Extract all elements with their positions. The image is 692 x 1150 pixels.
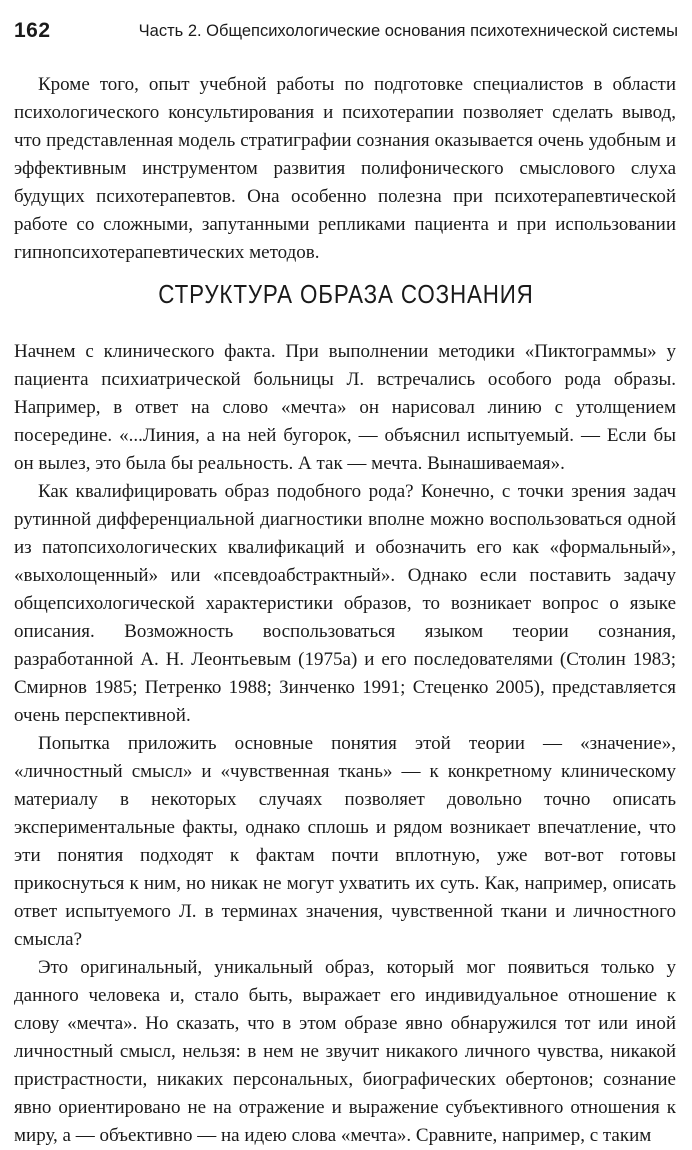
running-head: Часть 2. Общепсихологические основания психотехнической системы [138,21,678,40]
paragraph: Попытка приложить основные понятия этой теории — «значение», «личностный смысл» и «чувственная ткань» — к конкретному клиническому материалу в некоторых случаях позволяет довольно точно описать экспериментальные факты, однако сплошь и рядом возникает впечатление, что эти понятия подходят к фактам почти вплотную, уже вот-вот готовы прикоснуться к ним, но никак не могут ухватить их суть. Как, например, описать ответ испытуемого Л. в терминах значения, чувственной ткани и личностного смысла? [14,733,676,950]
main-text-block [14,338,676,1150]
paragraph: Это оригинальный, уникальный образ, который мог появиться только у данного человека и, стало быть, выражает его индивидуальное отношение к слову «мечта». Но сказать, что в этом образе явно обнаружился тот или иной личностный смысл, нельзя: в нем не звучит никакого личного чувства, никакой пристрастности, никаких персональных, биографических обертонов; сознание явно ориентировано не на отражение и выражение субъективного отношения к миру, а — объективно — на идею слова «мечта». Сравните, например, с таким [14,957,676,1146]
paragraph: Как квалифицировать образ подобного рода? Конечно, с точки зрения задач рутинной дифференциальной диагностики вполне можно воспользоваться одной из патопсихологических квалификаций и обозначить его как «формальный», «выхолощенный» или «псевдоабстрактный». Однако если поставить задачу общепсихологической характеристики образов, то возникает вопрос о языке описания. Возможность воспользоваться языком теории сознания, разработанной А. Н. Леонтьевым (1975а) и его последователями (Столин 1983; Смирнов 1985; Петренко 1988; Зинченко 1991; Стеценко 2005), представляется очень перспективной. [14,481,676,726]
page-header [14,14,678,48]
intro-text-block [14,71,676,267]
section-heading: СТРУКТУРА ОБРАЗА СОЗНАНИЯ [158,279,534,309]
page-number: 162 [14,19,51,42]
paragraph: Начнем с клинического факта. При выполнении методики «Пиктограммы» у пациента психиатрической больницы Л. встречались особого рода образы. Например, в ответ на слово «мечта» он нарисовал линию с утолщением посередине. «...Линия, а на ней бугорок, — объяснил испытуемый. — Если бы он вылез, это была бы реальность. А так — мечта. Вынашиваемая». [14,341,676,474]
paragraph: Кроме того, опыт учебной работы по подготовке специалистов в области психологического консультирования и психотерапии позволяет сделать вывод, что представленная модель стратиграфии сознания оказывается очень удобным и эффективным инструментом развития полифонического смыслового слуха будущих психотерапевтов. Она особенно полезна при психотерапевтической работе со сложными, запутанными репликами пациента и при использовании гипнопсихотерапевтических методов. [14,74,676,263]
